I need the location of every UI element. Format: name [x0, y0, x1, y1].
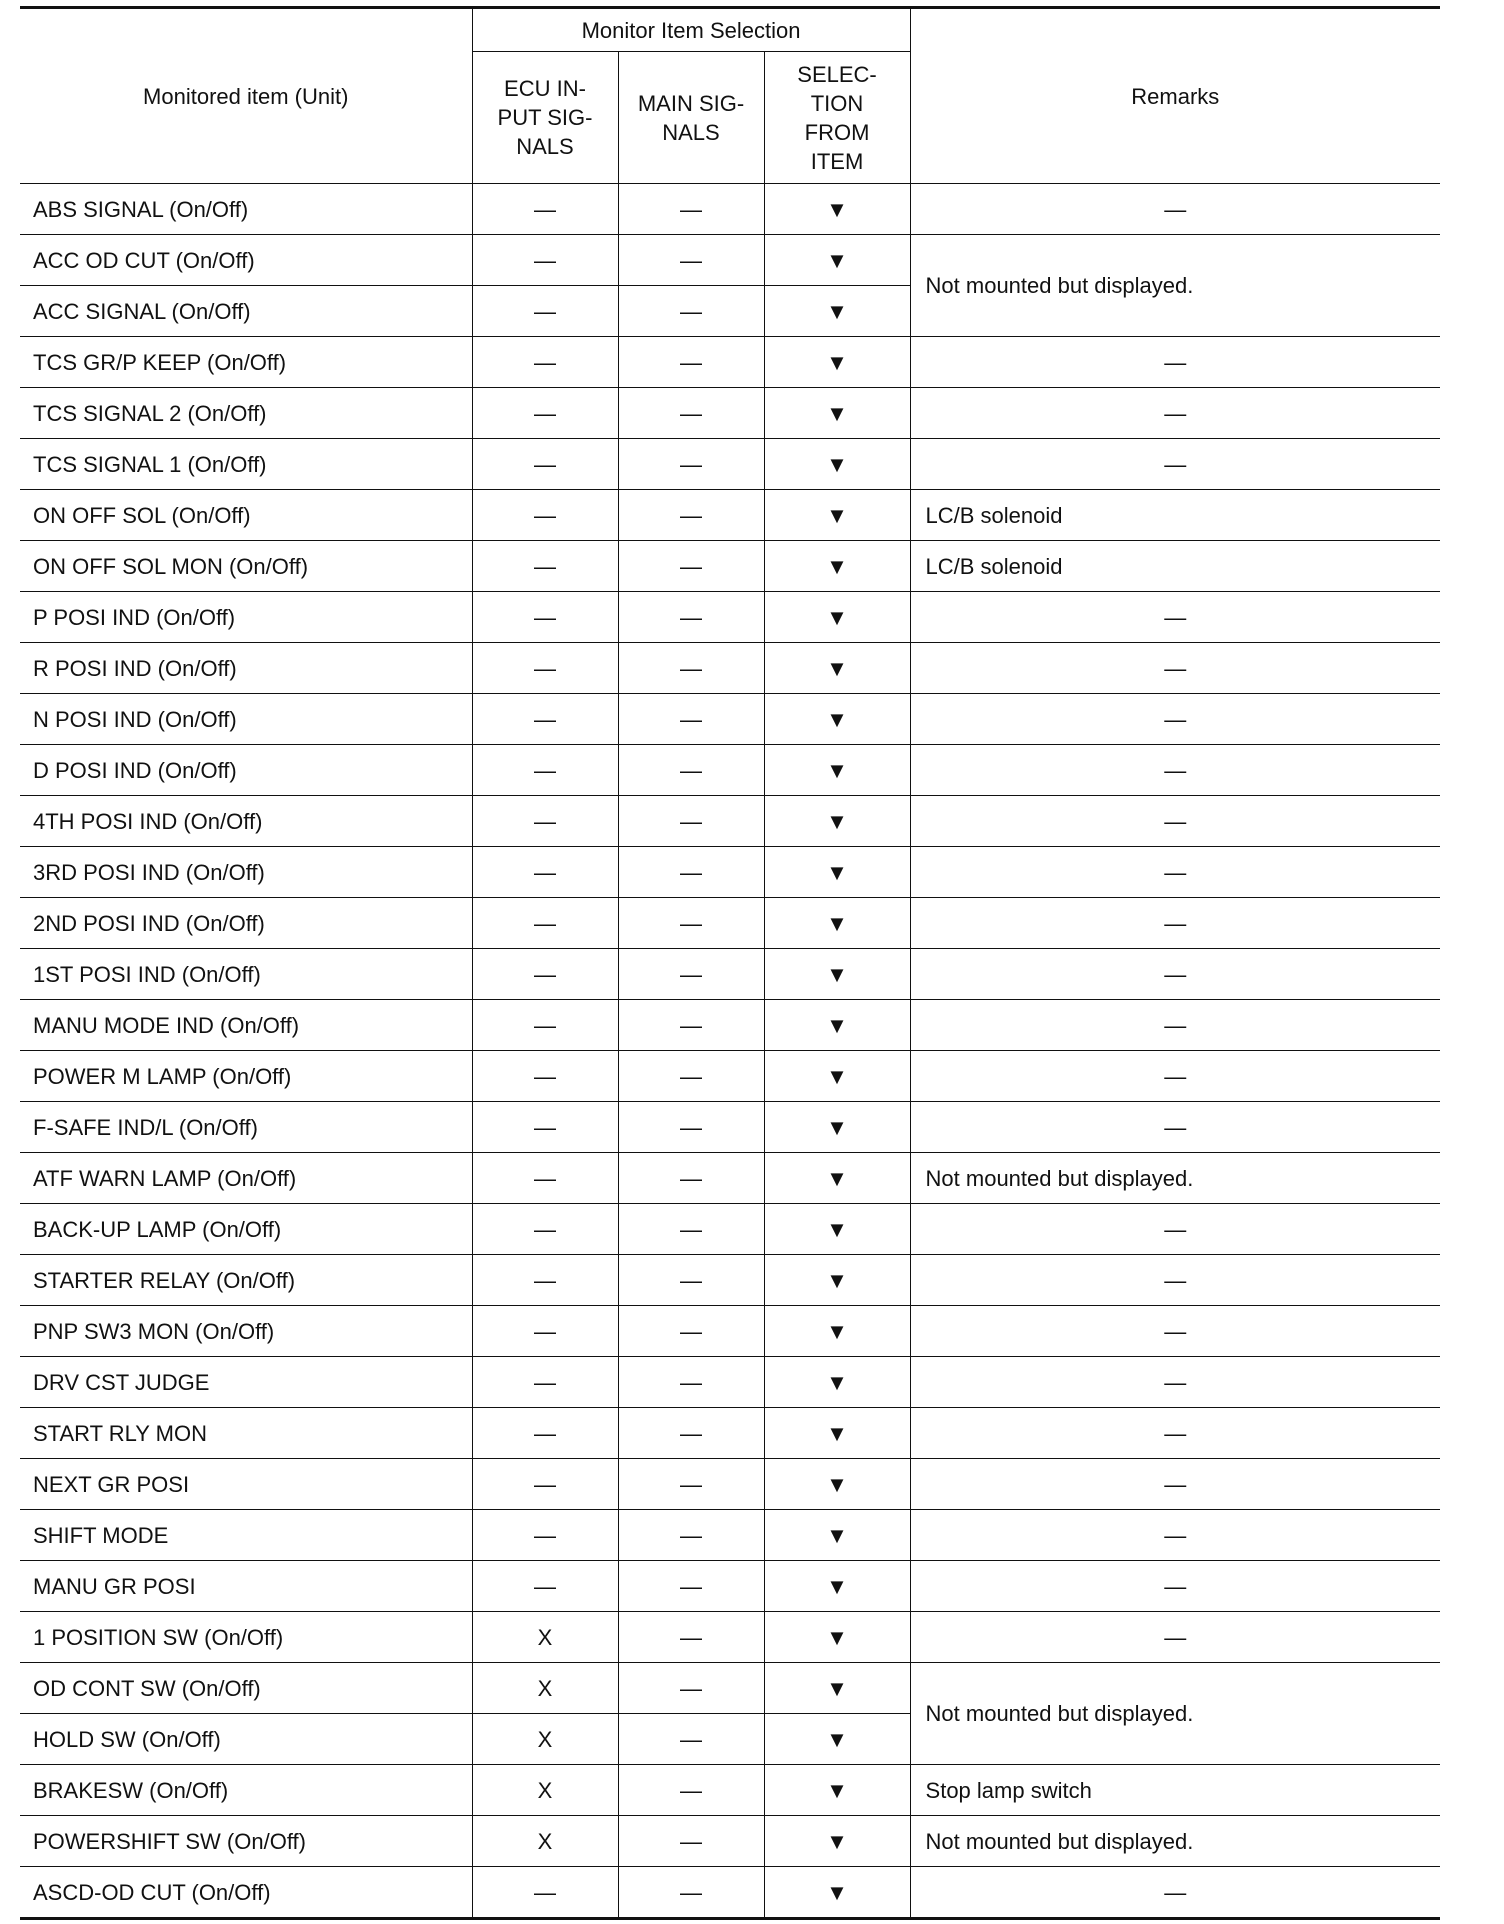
- main-signal-cell: —: [618, 1051, 764, 1102]
- main-signal-cell: —: [618, 490, 764, 541]
- selection-from-item-cell: ▼: [764, 847, 910, 898]
- monitored-item-cell: OD CONT SW (On/Off): [20, 1663, 472, 1714]
- table-row: [20, 1255, 1440, 1306]
- remarks-cell: Not mounted but displayed.: [910, 235, 1440, 337]
- table-row: [20, 1306, 1440, 1357]
- selection-from-item-cell: ▼: [764, 439, 910, 490]
- main-signal-cell: —: [618, 1612, 764, 1663]
- main-signal-cell: —: [618, 1816, 764, 1867]
- remarks-cell: Not mounted but displayed.: [910, 1663, 1440, 1765]
- table-row: [20, 1561, 1440, 1612]
- remarks-cell: —: [910, 1561, 1440, 1612]
- monitored-item-cell: NEXT GR POSI: [20, 1459, 472, 1510]
- ecu-input-signal-cell: —: [472, 694, 618, 745]
- monitored-item-cell: 1ST POSI IND (On/Off): [20, 949, 472, 1000]
- remarks-cell: —: [910, 694, 1440, 745]
- selection-from-item-cell: ▼: [764, 337, 910, 388]
- table-row: [20, 1408, 1440, 1459]
- main-signal-cell: —: [618, 1408, 764, 1459]
- selection-from-item-cell: ▼: [764, 1408, 910, 1459]
- monitored-item-cell: POWER M LAMP (On/Off): [20, 1051, 472, 1102]
- ecu-input-signal-cell: —: [472, 1867, 618, 1919]
- monitored-item-cell: ATF WARN LAMP (On/Off): [20, 1153, 472, 1204]
- ecu-input-signal-cell: —: [472, 592, 618, 643]
- table-row: [20, 1102, 1440, 1153]
- table-row: [20, 592, 1440, 643]
- table-row: [20, 796, 1440, 847]
- main-signal-cell: —: [618, 1255, 764, 1306]
- table-row: [20, 1867, 1440, 1919]
- selection-from-item-cell: ▼: [764, 1663, 910, 1714]
- table-row: [20, 235, 1440, 286]
- selection-from-item-cell: ▼: [764, 1510, 910, 1561]
- selection-from-item-cell: ▼: [764, 643, 910, 694]
- selection-from-item-cell: ▼: [764, 694, 910, 745]
- ecu-input-signal-cell: —: [472, 388, 618, 439]
- monitored-item-cell: D POSI IND (On/Off): [20, 745, 472, 796]
- ecu-input-signal-cell: —: [472, 898, 618, 949]
- main-signal-cell: —: [618, 1102, 764, 1153]
- ecu-input-signal-cell: —: [472, 1408, 618, 1459]
- main-signal-cell: —: [618, 898, 764, 949]
- remarks-cell: Not mounted but displayed.: [910, 1816, 1440, 1867]
- selection-from-item-cell: ▼: [764, 1000, 910, 1051]
- monitored-item-cell: 4TH POSI IND (On/Off): [20, 796, 472, 847]
- selection-from-item-cell: ▼: [764, 1357, 910, 1408]
- selection-from-item-cell: ▼: [764, 1612, 910, 1663]
- selection-from-item-cell: ▼: [764, 796, 910, 847]
- selection-from-item-cell: ▼: [764, 541, 910, 592]
- main-signal-cell: —: [618, 1714, 764, 1765]
- monitored-item-cell: PNP SW3 MON (On/Off): [20, 1306, 472, 1357]
- ecu-input-signal-cell: —: [472, 643, 618, 694]
- remarks-cell: —: [910, 745, 1440, 796]
- table-row: [20, 337, 1440, 388]
- main-signal-cell: —: [618, 286, 764, 337]
- ecu-input-signal-cell: —: [472, 490, 618, 541]
- ecu-input-signal-cell: —: [472, 796, 618, 847]
- header-ecu-input-signals: ECU IN- PUT SIG- NALS: [472, 52, 618, 184]
- table-row: [20, 439, 1440, 490]
- table-row: [20, 388, 1440, 439]
- remarks-cell: Not mounted but displayed.: [910, 1153, 1440, 1204]
- selection-from-item-cell: ▼: [764, 745, 910, 796]
- selection-from-item-cell: ▼: [764, 898, 910, 949]
- ecu-input-signal-cell: —: [472, 286, 618, 337]
- main-signal-cell: —: [618, 541, 764, 592]
- selection-from-item-cell: ▼: [764, 1816, 910, 1867]
- monitor-item-document: [20, 6, 1440, 1920]
- monitored-item-cell: TCS SIGNAL 2 (On/Off): [20, 388, 472, 439]
- remarks-cell: —: [910, 337, 1440, 388]
- remarks-cell: —: [910, 1102, 1440, 1153]
- ecu-input-signal-cell: —: [472, 439, 618, 490]
- monitored-item-cell: STARTER RELAY (On/Off): [20, 1255, 472, 1306]
- main-signal-cell: —: [618, 1306, 764, 1357]
- monitored-item-cell: SHIFT MODE: [20, 1510, 472, 1561]
- main-signal-cell: —: [618, 643, 764, 694]
- selection-from-item-cell: ▼: [764, 1051, 910, 1102]
- ecu-input-signal-cell: —: [472, 745, 618, 796]
- monitored-item-cell: BACK-UP LAMP (On/Off): [20, 1204, 472, 1255]
- selection-from-item-cell: ▼: [764, 1459, 910, 1510]
- main-signal-cell: —: [618, 1000, 764, 1051]
- main-signal-cell: —: [618, 1867, 764, 1919]
- main-signal-cell: —: [618, 388, 764, 439]
- main-signal-cell: —: [618, 796, 764, 847]
- selection-from-item-cell: ▼: [764, 949, 910, 1000]
- ecu-input-signal-cell: X: [472, 1714, 618, 1765]
- selection-from-item-cell: ▼: [764, 1714, 910, 1765]
- monitored-item-cell: P POSI IND (On/Off): [20, 592, 472, 643]
- ecu-input-signal-cell: —: [472, 1153, 618, 1204]
- selection-from-item-cell: ▼: [764, 1255, 910, 1306]
- selection-from-item-cell: ▼: [764, 592, 910, 643]
- remarks-cell: —: [910, 1357, 1440, 1408]
- main-signal-cell: —: [618, 694, 764, 745]
- table-row: [20, 1612, 1440, 1663]
- monitored-item-cell: ACC SIGNAL (On/Off): [20, 286, 472, 337]
- ecu-input-signal-cell: —: [472, 1459, 618, 1510]
- main-signal-cell: —: [618, 1561, 764, 1612]
- ecu-input-signal-cell: —: [472, 1306, 618, 1357]
- selection-from-item-cell: ▼: [764, 1102, 910, 1153]
- remarks-cell: —: [910, 1306, 1440, 1357]
- main-signal-cell: —: [618, 1153, 764, 1204]
- monitored-item-cell: F-SAFE IND/L (On/Off): [20, 1102, 472, 1153]
- header-remarks: Remarks: [910, 8, 1440, 184]
- main-signal-cell: —: [618, 1459, 764, 1510]
- remarks-cell: —: [910, 1204, 1440, 1255]
- remarks-cell: —: [910, 388, 1440, 439]
- ecu-input-signal-cell: —: [472, 1561, 618, 1612]
- remarks-cell: —: [910, 439, 1440, 490]
- remarks-cell: —: [910, 592, 1440, 643]
- table-row: [20, 1357, 1440, 1408]
- remarks-cell: —: [910, 1051, 1440, 1102]
- selection-from-item-cell: ▼: [764, 235, 910, 286]
- monitored-item-cell: ON OFF SOL MON (On/Off): [20, 541, 472, 592]
- table-row: [20, 1765, 1440, 1816]
- monitored-item-cell: MANU GR POSI: [20, 1561, 472, 1612]
- ecu-input-signal-cell: —: [472, 235, 618, 286]
- monitored-item-cell: TCS GR/P KEEP (On/Off): [20, 337, 472, 388]
- table-row: [20, 184, 1440, 235]
- ecu-input-signal-cell: X: [472, 1765, 618, 1816]
- ecu-input-signal-cell: —: [472, 337, 618, 388]
- remarks-cell: —: [910, 1000, 1440, 1051]
- monitored-item-cell: DRV CST JUDGE: [20, 1357, 472, 1408]
- main-signal-cell: —: [618, 337, 764, 388]
- ecu-input-signal-cell: —: [472, 1000, 618, 1051]
- selection-from-item-cell: ▼: [764, 1153, 910, 1204]
- table-row: [20, 745, 1440, 796]
- ecu-input-signal-cell: —: [472, 1204, 618, 1255]
- remarks-cell: —: [910, 643, 1440, 694]
- table-row: [20, 1816, 1440, 1867]
- remarks-cell: —: [910, 796, 1440, 847]
- selection-from-item-cell: ▼: [764, 388, 910, 439]
- monitored-item-cell: MANU MODE IND (On/Off): [20, 1000, 472, 1051]
- selection-from-item-cell: ▼: [764, 286, 910, 337]
- ecu-input-signal-cell: X: [472, 1612, 618, 1663]
- remarks-cell: Stop lamp switch: [910, 1765, 1440, 1816]
- table-row: [20, 1510, 1440, 1561]
- table-row: [20, 1204, 1440, 1255]
- monitored-item-cell: 1 POSITION SW (On/Off): [20, 1612, 472, 1663]
- selection-from-item-cell: ▼: [764, 490, 910, 541]
- main-signal-cell: —: [618, 1663, 764, 1714]
- ecu-input-signal-cell: X: [472, 1663, 618, 1714]
- remarks-cell: LC/B solenoid: [910, 490, 1440, 541]
- monitored-item-cell: START RLY MON: [20, 1408, 472, 1459]
- monitored-item-cell: N POSI IND (On/Off): [20, 694, 472, 745]
- table-row: [20, 1000, 1440, 1051]
- remarks-cell: —: [910, 1459, 1440, 1510]
- ecu-input-signal-cell: —: [472, 1255, 618, 1306]
- monitored-item-cell: R POSI IND (On/Off): [20, 643, 472, 694]
- table-row: [20, 1051, 1440, 1102]
- header-selection-from-item: SELEC- TION FROM ITEM: [764, 52, 910, 184]
- ecu-input-signal-cell: —: [472, 541, 618, 592]
- monitored-item-cell: 2ND POSI IND (On/Off): [20, 898, 472, 949]
- remarks-cell: LC/B solenoid: [910, 541, 1440, 592]
- remarks-cell: —: [910, 847, 1440, 898]
- table-row: [20, 847, 1440, 898]
- monitored-item-cell: HOLD SW (On/Off): [20, 1714, 472, 1765]
- ecu-input-signal-cell: —: [472, 1357, 618, 1408]
- ecu-input-signal-cell: —: [472, 1510, 618, 1561]
- table-row: [20, 1153, 1440, 1204]
- main-signal-cell: —: [618, 235, 764, 286]
- remarks-cell: —: [910, 1510, 1440, 1561]
- table-row: [20, 1663, 1440, 1714]
- main-signal-cell: —: [618, 949, 764, 1000]
- ecu-input-signal-cell: —: [472, 1051, 618, 1102]
- remarks-cell: —: [910, 1255, 1440, 1306]
- remarks-cell: —: [910, 1408, 1440, 1459]
- main-signal-cell: —: [618, 1510, 764, 1561]
- main-signal-cell: —: [618, 745, 764, 796]
- table-row: [20, 541, 1440, 592]
- selection-from-item-cell: ▼: [764, 1204, 910, 1255]
- selection-from-item-cell: ▼: [764, 1561, 910, 1612]
- table-row: [20, 949, 1440, 1000]
- ecu-input-signal-cell: —: [472, 184, 618, 235]
- monitored-item-cell: POWERSHIFT SW (On/Off): [20, 1816, 472, 1867]
- main-signal-cell: —: [618, 1357, 764, 1408]
- remarks-cell: —: [910, 184, 1440, 235]
- main-signal-cell: —: [618, 184, 764, 235]
- selection-from-item-cell: ▼: [764, 1306, 910, 1357]
- ecu-input-signal-cell: X: [472, 1816, 618, 1867]
- monitored-item-cell: ON OFF SOL (On/Off): [20, 490, 472, 541]
- selection-from-item-cell: ▼: [764, 1765, 910, 1816]
- main-signal-cell: —: [618, 847, 764, 898]
- selection-from-item-cell: ▼: [764, 1867, 910, 1919]
- remarks-cell: —: [910, 1867, 1440, 1919]
- ecu-input-signal-cell: —: [472, 847, 618, 898]
- monitored-item-cell: ACC OD CUT (On/Off): [20, 235, 472, 286]
- monitored-item-cell: TCS SIGNAL 1 (On/Off): [20, 439, 472, 490]
- table-row: [20, 694, 1440, 745]
- header-monitor-item-selection: Monitor Item Selection: [472, 8, 910, 52]
- ecu-input-signal-cell: —: [472, 949, 618, 1000]
- monitor-item-table: [20, 6, 1440, 1920]
- monitored-item-cell: ASCD-OD CUT (On/Off): [20, 1867, 472, 1919]
- main-signal-cell: —: [618, 592, 764, 643]
- main-signal-cell: —: [618, 1765, 764, 1816]
- table-row: [20, 490, 1440, 541]
- table-row: [20, 1459, 1440, 1510]
- monitored-item-cell: 3RD POSI IND (On/Off): [20, 847, 472, 898]
- header-monitored-item: Monitored item (Unit): [20, 8, 472, 184]
- monitored-item-cell: BRAKESW (On/Off): [20, 1765, 472, 1816]
- ecu-input-signal-cell: —: [472, 1102, 618, 1153]
- remarks-cell: —: [910, 949, 1440, 1000]
- monitored-item-cell: ABS SIGNAL (On/Off): [20, 184, 472, 235]
- main-signal-cell: —: [618, 439, 764, 490]
- selection-from-item-cell: ▼: [764, 184, 910, 235]
- table-row: [20, 643, 1440, 694]
- table-row: [20, 898, 1440, 949]
- remarks-cell: —: [910, 898, 1440, 949]
- header-main-signals: MAIN SIG- NALS: [618, 52, 764, 184]
- remarks-cell: —: [910, 1612, 1440, 1663]
- main-signal-cell: —: [618, 1204, 764, 1255]
